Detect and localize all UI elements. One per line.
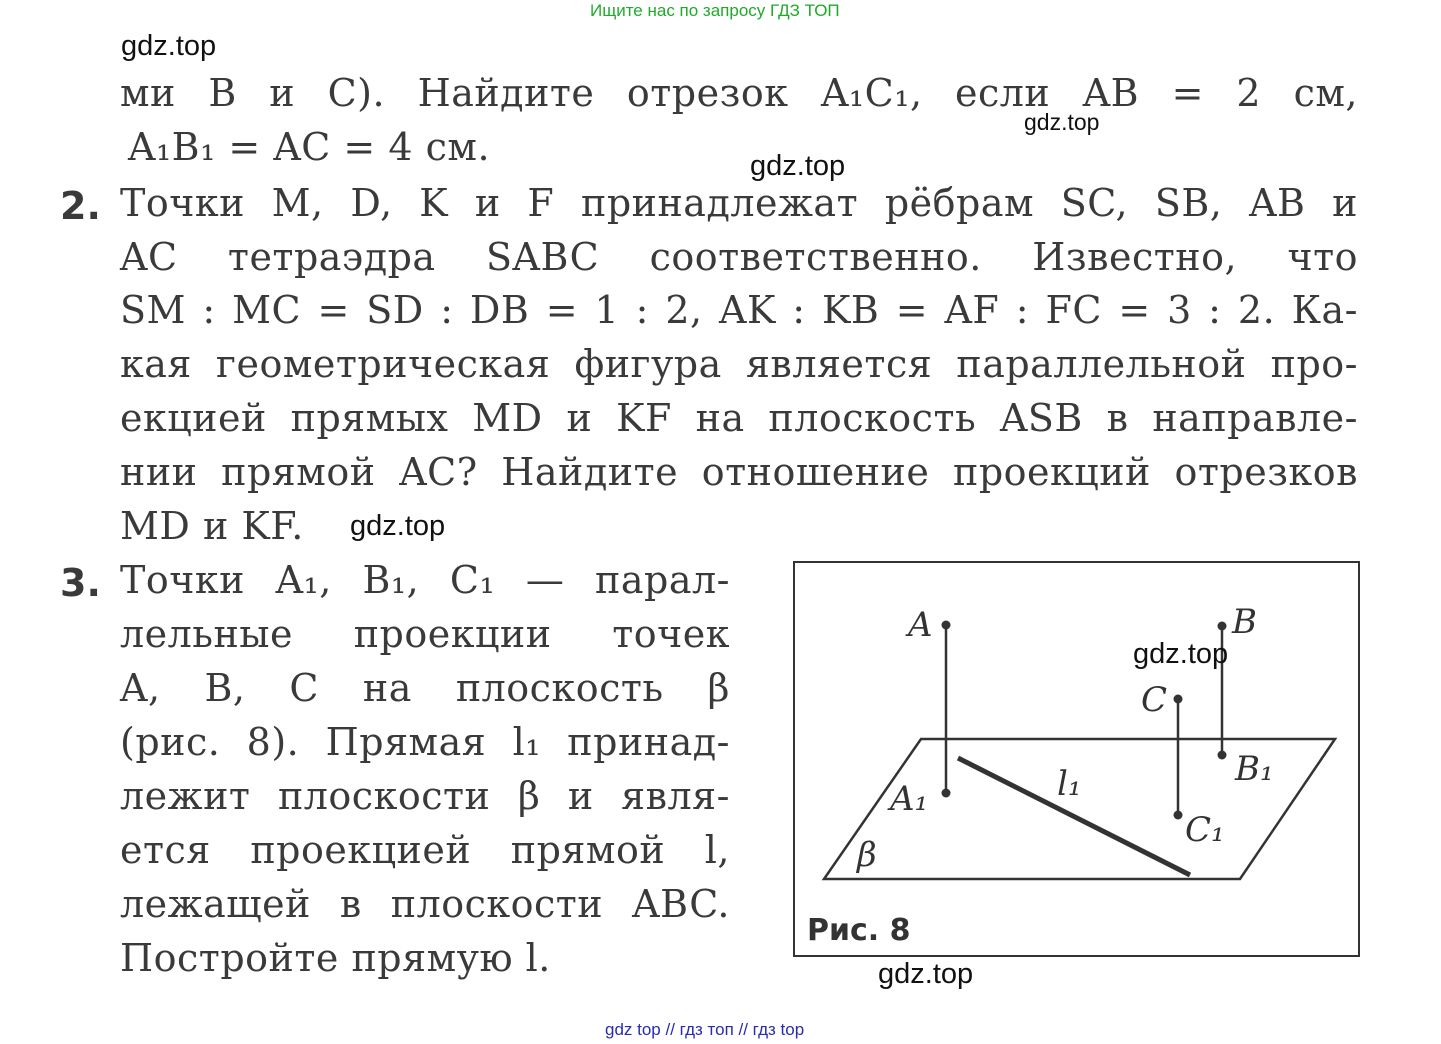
- watermark: gdz.top: [1024, 109, 1100, 135]
- top-banner: Ищите нас по запросу ГДЗ ТОП: [590, 1, 840, 20]
- task3-line: Точки A₁, B₁, C₁ — парал-: [120, 558, 730, 602]
- task-number: 3.: [60, 561, 101, 605]
- label-b1: B₁: [1235, 749, 1274, 789]
- task3-line: (рис. 8). Прямая l₁ принад-: [120, 720, 730, 764]
- figure-caption: Рис. 8: [807, 913, 911, 948]
- point-a1: [942, 789, 951, 798]
- point-b: [1218, 622, 1227, 631]
- label-beta: β: [857, 835, 877, 875]
- task2-line: AC тетраэдра SABC соответственно. Известно, что: [120, 235, 1358, 279]
- point-b1: [1218, 751, 1227, 760]
- task-number: 2.: [60, 184, 101, 228]
- task1-line: ми B и C). Найдите отрезок A₁C₁, если AB = 2 см,: [120, 71, 1358, 115]
- task2-line: MD и KF.: [120, 504, 304, 548]
- figure-drawing: [795, 563, 1358, 955]
- label-c: C: [1141, 680, 1168, 720]
- task2-line: екцией прямых MD и KF на плоскость ASB в направле-: [120, 396, 1358, 440]
- label-l1: l₁: [1057, 764, 1082, 804]
- task3-line: Постройте прямую l.: [120, 936, 551, 980]
- task2-line: Точки M, D, K и F принадлежат рёбрам SC, SB, AB и: [120, 181, 1358, 225]
- task2-line: кая геометрическая фигура является параллельной про-: [120, 342, 1358, 386]
- label-a1: A₁: [890, 779, 929, 819]
- task2-line: нии прямой AC? Найдите отношение проекций отрезков: [120, 450, 1358, 494]
- watermark: gdz.top: [878, 958, 974, 990]
- task3-line: лежащей в плоскости ABC.: [120, 882, 730, 926]
- point-c: [1174, 695, 1183, 704]
- label-a: A: [908, 605, 933, 645]
- task3-line: лежит плоскости β и явля-: [120, 774, 730, 818]
- figure-8: [793, 561, 1360, 957]
- watermark: gdz.top: [1133, 638, 1229, 670]
- point-a: [942, 621, 951, 630]
- point-c1: [1174, 811, 1183, 820]
- task3-line: лельные проекции точек: [120, 612, 730, 656]
- task3-line: ется проекцией прямой l,: [120, 828, 730, 872]
- watermark: gdz.top: [750, 150, 846, 182]
- footer-links: gdz top // гдз топ // гдз top: [605, 1020, 805, 1039]
- task2-line: SM : MC = SD : DB = 1 : 2, AK : KB = AF : FC = 3 : 2. Ка-: [120, 288, 1358, 332]
- task3-line: A, B, C на плоскость β: [120, 666, 730, 710]
- label-c1: C₁: [1185, 810, 1225, 850]
- watermark: gdz.top: [350, 510, 446, 542]
- label-b: B: [1232, 602, 1257, 642]
- watermark: gdz.top: [121, 30, 217, 62]
- task1-line: A₁B₁ = AC = 4 см.: [128, 125, 491, 169]
